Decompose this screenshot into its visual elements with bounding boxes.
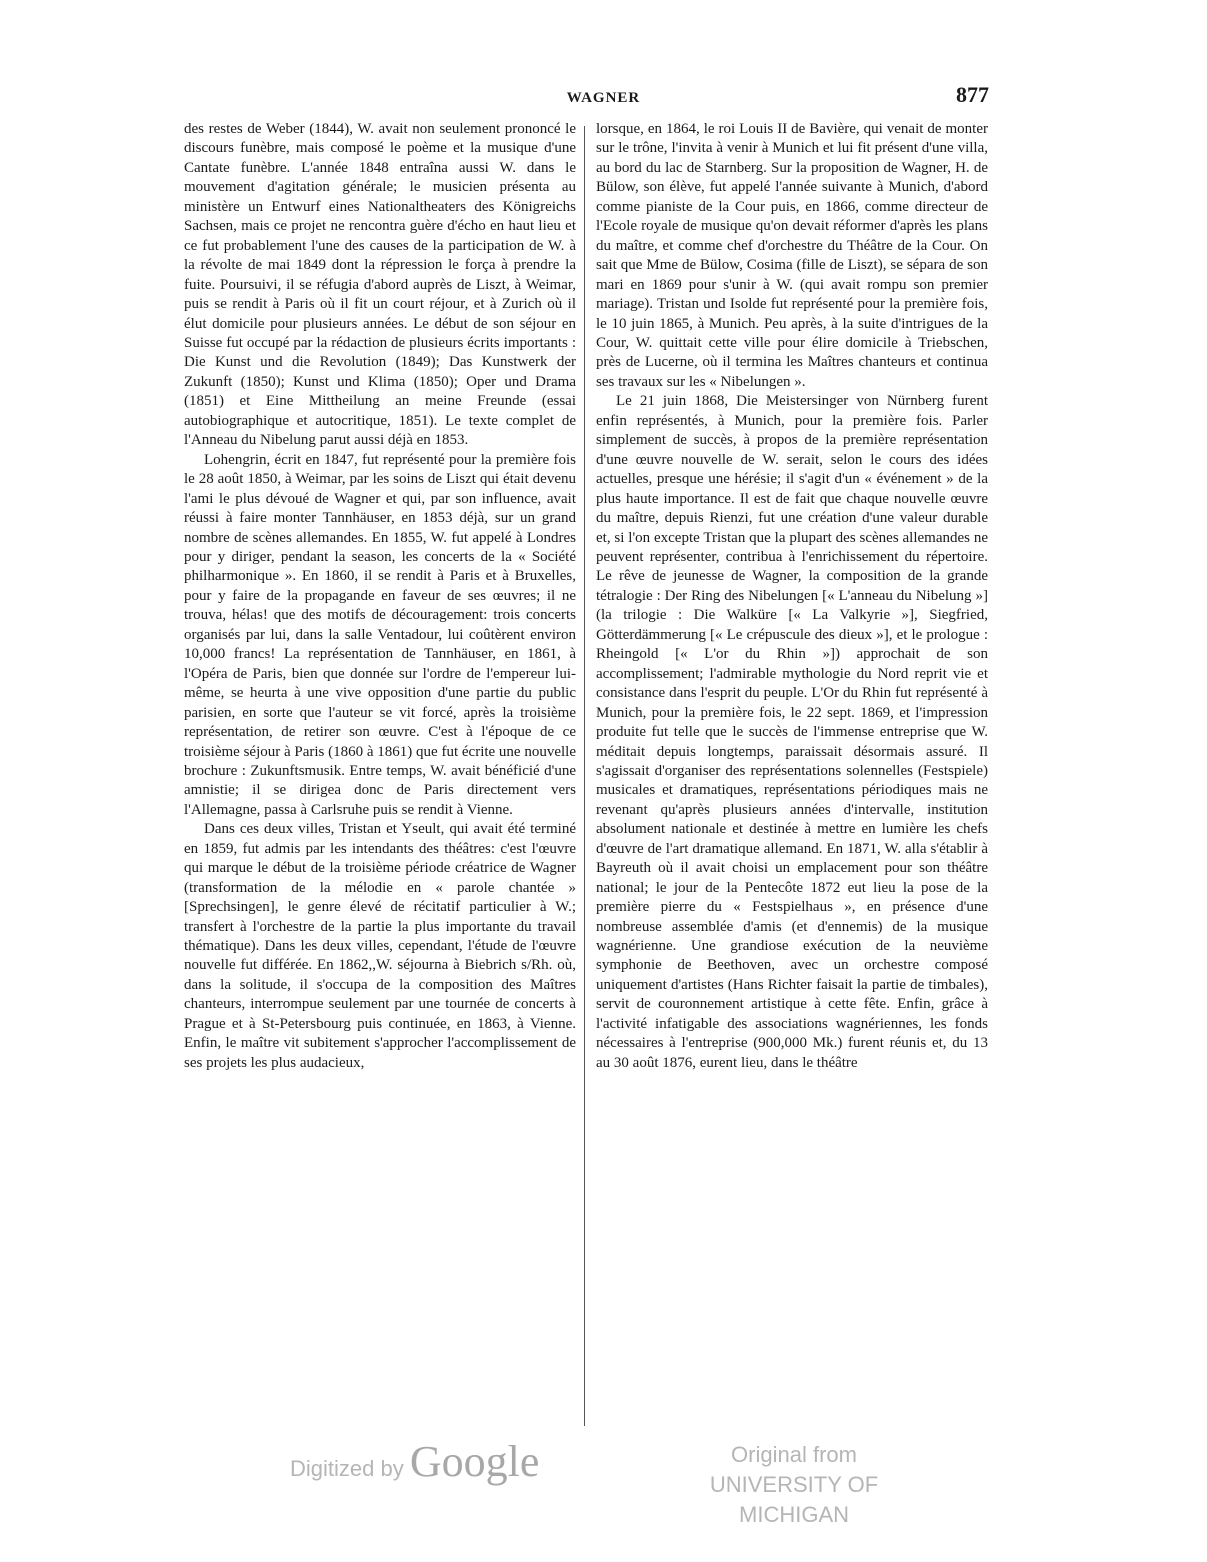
paragraph: des restes de Weber (1844), W. avait non seulement prononcé le discours funèbre, mais composé le poème et la musique d'une Cantate funèbre. L'année 1848 entraîna aussi W. dans le mouvement d'agitation générale; le musicien présenta au ministère un Entwurf eines Nationaltheaters des Königreichs Sachsen, mais ce projet ne rencontra guère d'écho en haut lieu et ce fut probablement l'une des causes de la participation de W. à la révolte de mai 1849 dont la répression le força à prendre la fuite. Poursuivi, il se réfugia d'abord auprès de Liszt, à Weimar, puis se rendit à Paris où il fit un court réjour, et à Zurich où il élut domicile pour plusieurs années. Le début de son séjour en Suisse fut occupé par la rédaction de plusieurs écrits importants : Die Kunst und die Revolution (1849); Das Kunstwerk der Zukunft (1850); Kunst und Klima (1850); Oper und Drama (1851) et Eine Mittheilung an meine Freunde (essai autobiographique et autocritique, 1851). Le texte complet de l'Anneau du Nibelung parut aussi déjà en 1853.: [184, 121, 576, 449]
paragraph: lorsque, en 1864, le roi Louis II de Bavière, qui venait de monter sur le trône, l'invita à venir à Munich et lui fit présent d'une villa, au bord du lac de Starnberg. Sur la proposition de Wagner, H. de Bülow, son élève, fut appelé l'année suivante à Munich, d'abord comme pianiste de la Cour puis, en 1866, comme directeur de l'Ecole royale de musique qu'on devait réformer d'après les plans du maître, et comme chef d'orchestre du Théâtre de la Cour. On sait que Mme de Bülow, Cosima (fille de Liszt), se sépara de son mari en 1869 pour s'unir à W. (qui avait rompu son premier mariage). Tristan und Isolde fut représenté pour la première fois, le 10 juin 1865, à Munich. Peu après, à la suite d'intrigues de la Cour, W. quittait cette ville pour élire domicile à Triebschen, près de Lucerne, où il termina les Maîtres chanteurs et continua ses travaux sur les « Nibelungen ».: [596, 121, 988, 390]
university-label: UNIVERSITY OF MICHIGAN: [709, 1472, 879, 1527]
page-number: 877: [956, 82, 989, 107]
paragraph: Le 21 juin 1868, Die Meistersinger von Nürnberg furent enfin représentés, à Munich, pour la première fois. Parler simplement de succès, à propos de la première représentation d'une œuvre nouvelle de W. serait, selon le cours des idées actuelles, presque une hérésie; il s'agit d'un « événement » de la plus haute importance. Il est de fait que chaque nouvelle œuvre du maître, depuis Rienzi, fut une création d'une valeur durable et, si l'on excepte Tristan que la plupart des scènes allemandes ne peuvent représenter, contribua à l'enrichissement du répertoire. Le rêve de jeunesse de Wagner, la composition de la grande tétralogie : Der Ring des Nibelungen [« L'anneau du Nibelung »] (la trilogie : Die Walküre [« La Valkyrie »], Siegfried, Götterdämmerung [« Le crépuscule des dieux »], et le prologue : Rheingold [« L'or du Rhin »]) approchait de son accomplissement; l'admirable mythologie du Nord reprit vie et consistance dans l'esprit du peuple. L'Or du Rhin fut représenté à Munich, pour la première fois, le 22 sept. 1869, et l'impression produite fut telle que le succès de l'immense entreprise que W. méditait depuis longtemps, paraissait désormais assuré. Il s'agissait d'organiser des représentations solennelles (Festspiele) musicales et dramatiques, représentations périodiques mais ne revenant qu'après plusieurs années d'intervalle, institution absolument nationale et destinée à mettre en lumière les chefs d'œuvre de l'art dramatique allemand. En 1871, W. alla s'établir à Bayreuth où il avait choisi un emplacement pour son théâtre national; le jour de la Pentecôte 1872 eut lieu la pose de la première pierre du « Festspielhaus », en présence d'une nombreuse assemblée d'amis (et d'ennemis) de la musique wagnérienne. Une grandiose exécution de la neuvième symphonie de Beethoven, avec un orchestre composé uniquement d'artistes (Hans Richter faisait la partie de timbales), servit de couronnement artistique à cette fête. Enfin, grâce à l'activité infatigable des associations wagnériennes, les fonds nécessaires à l'entreprise (900,000 Mk.) furent réunis et, du 13 au 30 août 1876, eurent lieu, dans le théâtre: [596, 393, 988, 1071]
original-from-watermark: [664, 1440, 924, 1530]
column-divider: [584, 126, 585, 1426]
original-from-label: Original from: [731, 1442, 857, 1467]
left-column: [184, 120, 576, 1420]
google-logo: Google: [409, 1437, 540, 1486]
paragraph: Lohengrin, écrit en 1847, fut représenté pour la première fois le 28 août 1850, à Weimar, par les soins de Liszt qui était devenu l'ami le plus dévoué de Wagner et qui, par son influence, avait réussi à faire monter Tannhäuser, en 1853 déjà, sur un grand nombre de scènes allemandes. En 1855, W. fut appelé à Londres pour y diriger, pendant la season, les concerts de la « Société philharmonique ». En 1860, il se rendit à Paris et à Bruxelles, pour y faire de la propagande en faveur de ses œuvres; il ne trouva, hélas! que des motifs de découragement: trois concerts organisés par lui, dans la salle Ventadour, lui coûtèrent environ 10,000 francs! La représentation de Tannhäuser, en 1861, à l'Opéra de Paris, bien que donnée sur l'ordre de l'empereur lui-même, se heurta à une vive opposition d'une partie du public parisien, en sorte que l'auteur se vit forcé, après la troisième représentation, de retirer son œuvre. C'est à l'époque de ce troisième séjour à Paris (1860 à 1861) que fut écrite une nouvelle brochure : Zukunftsmusik. Entre temps, W. avait bénéficié d'une amnistie; il se dirigea donc de Paris directement vers l'Allemagne, passa à Carlsruhe puis se rendit à Vienne.: [184, 451, 576, 818]
running-header: WAGNER: [566, 90, 641, 106]
right-column: [596, 120, 988, 1420]
digitized-prefix: Digitized by: [290, 1456, 404, 1481]
paragraph: Dans ces deux villes, Tristan et Yseult, qui avait été terminé en 1859, fut admis par les intendants des théâtres: c'est l'œuvre qui marque le début de la troisième période créatrice de Wagner (transformation de la mélodie en « parole chantée » [Sprechsingen], le genre élevé de récitatif particulier à W.; transfert à l'orchestre de la partie la plus importante du travail thématique). Dans les deux villes, cependant, l'étude de l'œuvre nouvelle fut différée. En 1862,,W. séjourna à Biebrich s/Rh. où, dans la solitude, il s'occupa de la composition des Maîtres chanteurs, interrompue seulement par une tournée de concerts à Prague et à St-Petersbourg puis continuée, en 1863, à Vienne. Enfin, le maître vit subitement s'approcher l'accomplissement de ses projets les plus audacieux,: [184, 821, 576, 1071]
digitized-by-watermark: [290, 1436, 539, 1487]
